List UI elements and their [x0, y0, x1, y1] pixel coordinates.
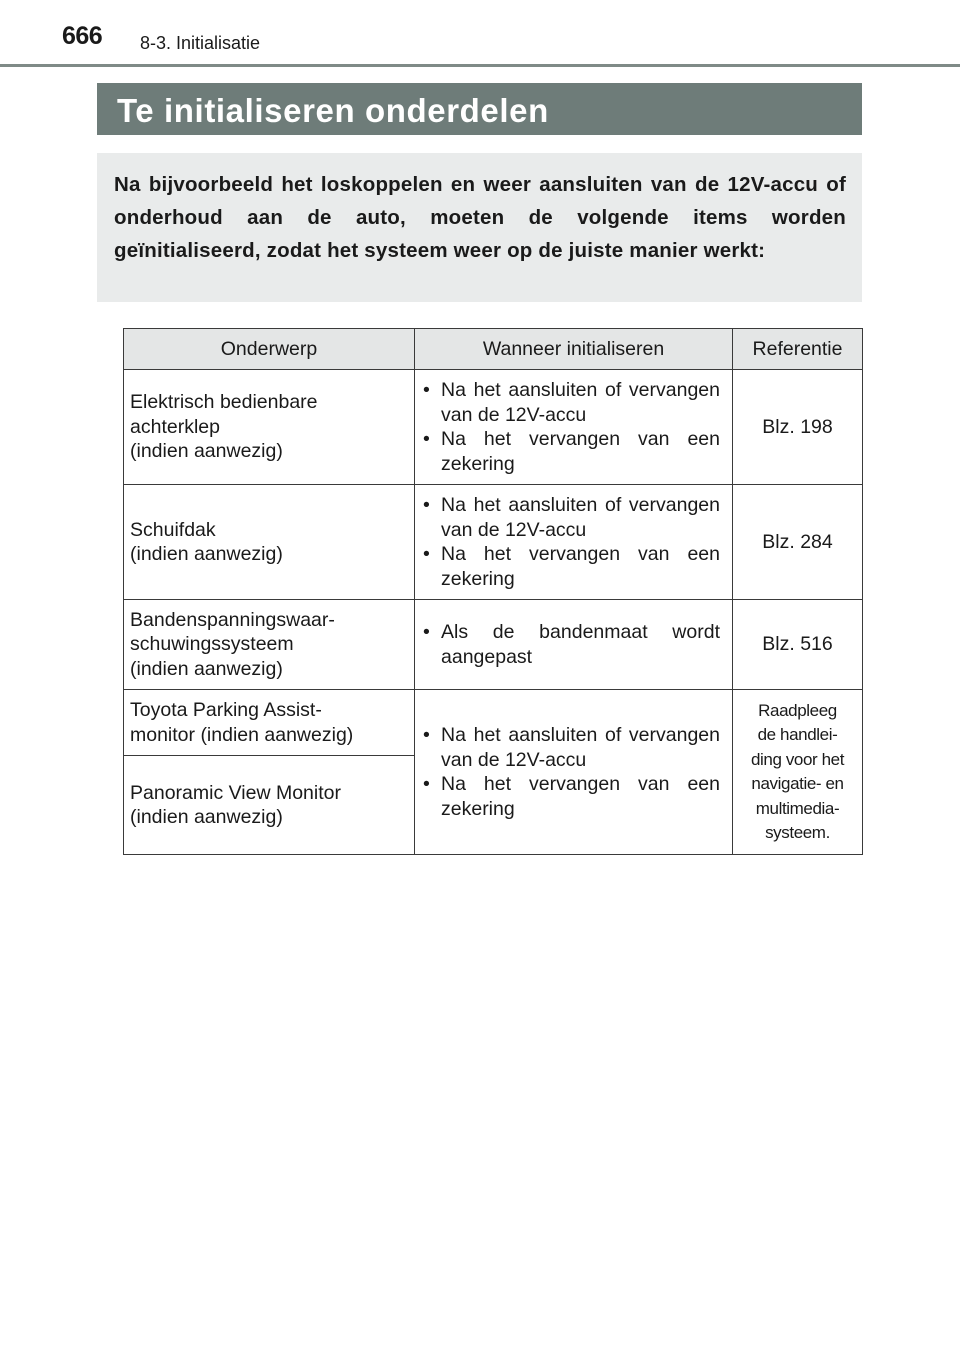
- reference-cell: Raadpleeg de handlei- ding voor het navigatie- en multimedia- systeem.: [733, 690, 863, 855]
- subject-cell: Toyota Parking Assist- monitor (indien aanwezig): [124, 690, 415, 756]
- column-header-reference: Referentie: [733, 329, 863, 370]
- list-item: • Na het aansluiten of vervangen van de 12V-accu: [421, 723, 726, 772]
- subject-cell: Schuifdak (indien aanwezig): [124, 485, 415, 600]
- section-title-bar: [97, 83, 862, 135]
- subject-cell: Bandenspanningswaar- schuwingssysteem (indien aanwezig): [124, 600, 415, 690]
- reference-cell: Blz. 198: [733, 370, 863, 485]
- when-cell: [415, 485, 733, 600]
- table-header-row: [124, 329, 863, 370]
- list-item: • Als de bandenmaat wordt aangepast: [421, 620, 726, 669]
- list-item: • Na het vervangen van een zekering: [421, 542, 726, 591]
- intro-box: [97, 153, 862, 302]
- when-cell: [415, 690, 733, 855]
- list-item: • Na het vervangen van een zekering: [421, 427, 726, 476]
- list-item: • Na het aansluiten of vervangen van de 12V-accu: [421, 378, 726, 427]
- when-cell: [415, 370, 733, 485]
- header-divider: [0, 64, 960, 67]
- initialisation-table: [123, 328, 863, 855]
- intro-text: Na bijvoorbeeld het loskoppelen en weer aansluiten van de 12V-accu of onderhoud aan de auto, moeten de volgende items worden geïnitialiseerd, zodat het systeem weer op de juiste manier werkt:: [114, 173, 846, 262]
- when-list: [421, 620, 726, 669]
- subject-cell: Elektrisch bedienbare achterklep (indien aanwezig): [124, 370, 415, 485]
- when-cell: [415, 600, 733, 690]
- when-list: [421, 723, 726, 821]
- subject-cell: Panoramic View Monitor (indien aanwezig): [124, 756, 415, 855]
- section-label: 8-3. Initialisatie: [140, 33, 261, 53]
- column-header-when: Wanneer initialiseren: [415, 329, 733, 370]
- reference-cell: Blz. 516: [733, 600, 863, 690]
- table-row: [124, 690, 863, 756]
- reference-cell: Blz. 284: [733, 485, 863, 600]
- table-row: [124, 600, 863, 690]
- when-list: [421, 378, 726, 476]
- list-item: • Na het aansluiten of vervangen van de 12V-accu: [421, 493, 726, 542]
- when-list: [421, 493, 726, 591]
- table-row: [124, 485, 863, 600]
- table-row: [124, 370, 863, 485]
- page-number: 666: [62, 22, 103, 50]
- column-header-subject: Onderwerp: [124, 329, 415, 370]
- list-item: • Na het vervangen van een zekering: [421, 772, 726, 821]
- page-title: Te initialiseren onderdelen: [117, 92, 549, 129]
